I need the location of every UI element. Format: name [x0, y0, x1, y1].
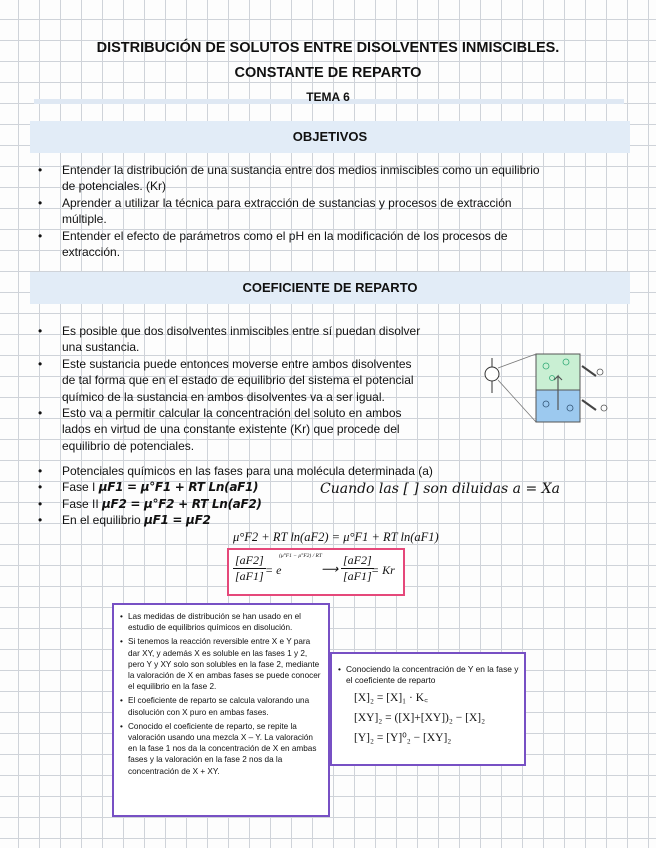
objetivos-item: • Aprender a utilizar la técnica para extracción de sustancias y procesos de extracción múltiple. [38, 195, 603, 228]
objetivos-heading-band [30, 121, 630, 153]
activity-ratio-fraction: $\frac{[aF2]}{[aF1]}$ [235, 553, 264, 583]
coeficiente-list [38, 323, 468, 454]
coeficiente-item: • Esto va a permitir calcular la concentración del soluto en ambos lados en virtud de una constante existente (Kr) que procede del equilibrio de potenciales. [38, 405, 468, 454]
equilibrium-equation: μ°F2 + RT ln(aF2) = μ°F1 + RT ln(aF1) [233, 530, 439, 544]
fase-2-handwritten-equation: μF2 = μ°F2 + RT Ln(aF2) [102, 496, 262, 511]
fase-1-handwritten-equation: μF1 = μ°F1 + RT Ln(aF1) [98, 480, 259, 495]
fase-1-row: • Fase I μF1 = μ°F1 + RT Ln(aF1) [38, 479, 538, 495]
coeficiente-item: • Este sustancia puede entonces moverse entre ambos disolventes de tal forma que en el estado de equilibrio del sistema el potencial químico de la sustancia en ambos disolventes va a ser igual. [38, 356, 468, 405]
exp-power: (μ°F1 − μ°F2) / RT [279, 553, 322, 559]
kr-equation-box [227, 548, 405, 596]
activity-ratio-fraction-2: $\frac{[aF2]}{[aF1]}$ [343, 553, 372, 583]
tema-label: TEMA 6 [306, 90, 350, 104]
formula-y2: [Y]₂ = [Y]⁰₂ − [XY]₂ [354, 731, 452, 744]
formulas-intro: • Conociendo la concentración de Y en la fase y el coeficiente de reparto [338, 664, 520, 687]
equilibrium-measurements-note-box [112, 603, 330, 817]
kr-result: = Kr [371, 563, 395, 577]
coeficiente-heading-band [30, 272, 630, 304]
coeficiente-heading: COEFICIENTE DE REPARTO [242, 280, 418, 295]
document-title-line1: DISTRIBUCIÓN DE SOLUTOS ENTRE DISOLVENTES INMISCIBLES. [96, 40, 560, 56]
objetivos-item: • Entender la distribución de una sustancia entre dos medios inmiscibles como un equilibrio de potenciales. (Kr) [38, 162, 603, 195]
formula-xy2: [XY]₂ = ([X]+[XY])₂ − [X]₂ [354, 711, 486, 724]
separatory-funnel-illustration [482, 348, 610, 428]
handwritten-dilution-note: Cuando las [ ] son diluidas a = Xa [320, 481, 560, 497]
note-item: • Si tenemos la reacción reversible entre X e Y para dar XY, y además X es soluble en las fases 1 y 2, pero Y y XY solo son solubles en la fase 2, mediante la valoración de X en ambas fases se puede conocer el equilibrio en la fase 2. [120, 636, 324, 692]
note-item: • Conocido el coeficiente de reparto, se repite la valoración usando una mezcla X – Y. La valoración en la fase 1 nos da la concentración de X en ambas fases y la valoración en la fase 2 nos da la concentración de X + XY. [120, 721, 324, 777]
formula-x2: [X]₂ = [X]₁ · K꜀ [354, 691, 429, 704]
equilibrio-row: • En el equilibrio μF1 = μF2 [38, 512, 538, 528]
fase-2-row: • Fase II μF2 = μ°F2 + RT Ln(aF2) [38, 496, 538, 512]
potenciales-intro: • Potenciales químicos en las fases para una molécula determinada (a) [38, 463, 538, 479]
note-list [114, 605, 328, 777]
exp-base: = e [265, 563, 282, 577]
note-item: • Las medidas de distribución se han usado en el estudio de equilibrios químicos en disolución. [120, 611, 324, 633]
objetivos-item: • Entender el efecto de parámetros como el pH en la modificación de los procesos de extracción. [38, 228, 603, 261]
objetivos-heading: OBJETIVOS [292, 129, 368, 144]
note-item: • El coeficiente de reparto se calcula valorando una disolución con X puro en ambas fases. [120, 695, 324, 717]
document-title-line2: CONSTANTE DE REPARTO [234, 65, 422, 81]
equilibrio-handwritten-equation: μF1 = μF2 [144, 513, 211, 528]
arrow-icon: ⟶ [321, 562, 339, 576]
concentration-formulas-box [330, 652, 526, 766]
coeficiente-item: • Es posible que dos disolventes inmiscibles entre sí puedan disolver una sustancia. [38, 323, 468, 356]
objetivos-list [38, 162, 603, 260]
